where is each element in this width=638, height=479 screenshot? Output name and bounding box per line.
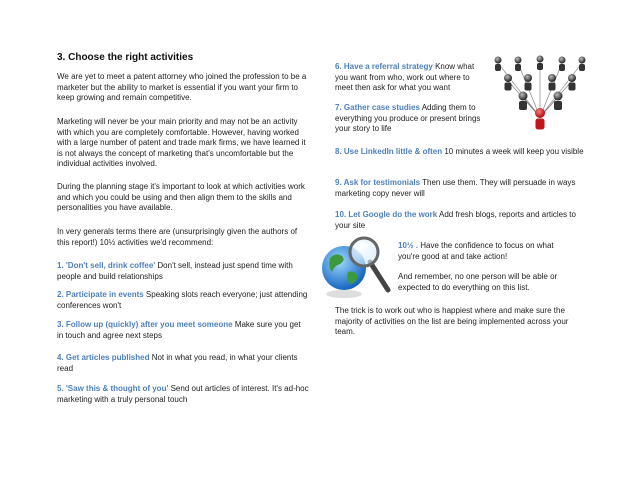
activity-item-7	[335, 103, 485, 135]
activity-item-2	[57, 290, 309, 311]
planning-paragraph: During the planning stage it's important to look at which activities work and which you could be using and then align them to the skills and personalities you have available.	[57, 182, 305, 213]
activity-title-2: 2. Participate in events	[57, 290, 144, 299]
activity-text-4: Not in what you read, in what your clients read	[57, 353, 298, 373]
activity-item-4	[57, 353, 309, 374]
activity-title-10: 10. Let Google do the work	[335, 210, 438, 219]
people-network-icon	[488, 55, 593, 133]
remember-paragraph: And remember, no one person will be able or expected to do everything on this list.	[398, 272, 558, 292]
activity-text-2: Speaking slots reach everyone; just attending conferences won't	[57, 290, 308, 310]
activity-title-9: 9. Ask for testimonials	[335, 178, 421, 187]
intro-paragraph: We are yet to meet a patent attorney who joined the profession to be a marketer but the ability to market is essential if you want your firm to keep growing and remain competitive.	[57, 72, 307, 103]
activity-title-6: 6. Have a referral strategy	[335, 62, 433, 71]
activity-text-8: 10 minutes a week will keep you visible	[442, 147, 584, 156]
activity-text-10-half: Have the confidence to focus on what you're good at and take action!	[398, 241, 554, 261]
activity-title-10-half: 10½ .	[398, 241, 419, 250]
globe-magnifier-icon	[318, 232, 394, 304]
activity-item-1	[57, 261, 309, 282]
activity-title-3: 3. Follow up (quickly) after you meet someone	[57, 320, 233, 329]
activity-title-7: 7. Gather case studies	[335, 103, 420, 112]
activity-item-8	[335, 147, 585, 158]
activity-text-6: Know what you want from who, work out where to meet then ask for what you want	[335, 62, 475, 93]
activity-title-1: 1. 'Don't sell, drink coffee'	[57, 261, 156, 270]
activities-intro-paragraph: In very generals terms there are (unsurprisingly given the authors of this report!) 10½ activities we'd recommend:	[57, 227, 298, 247]
activity-text-5: Send out articles of interest. It's ad-hoc marketing with a truly personal touch	[57, 384, 309, 404]
activity-item-10-half	[398, 241, 568, 262]
section-heading: 3. Choose the right activities	[57, 52, 194, 63]
activity-title-4: 4. Get articles published	[57, 353, 150, 362]
activity-item-10	[335, 210, 585, 231]
closing-paragraph: The trick is to work out who is happiest where and make sure the majority of activities on the list are being implemented across your team.	[335, 306, 569, 337]
activity-text-9: Then use them. They will persuade in ways marketing copy never will	[335, 178, 576, 198]
marketing-paragraph: Marketing will never be your main priority and may not be an activity with which you are completely comfortable. However, having worked with a large number of patent and trade mark firms, we have learned it is not always the concept of marketing that's uncomfortable but the individual activities involved.	[57, 117, 306, 169]
activity-item-5	[57, 384, 309, 405]
activity-item-3	[57, 320, 309, 341]
activity-text-7: Adding them to everything you produce or present brings your story to life	[335, 103, 481, 134]
activity-title-5: 5. 'Saw this & thought of you'	[57, 384, 169, 393]
activity-text-10: Add fresh blogs, reports and articles to your site	[335, 210, 576, 230]
activity-text-1: Don't sell, instead just spend time with people and build relationships	[57, 261, 293, 281]
activity-text-3: Make sure you get in touch and agree next steps	[57, 320, 301, 340]
activity-item-6	[335, 62, 485, 94]
activity-item-9	[335, 178, 585, 199]
activity-title-8: 8. Use LinkedIn little & often	[335, 147, 443, 156]
